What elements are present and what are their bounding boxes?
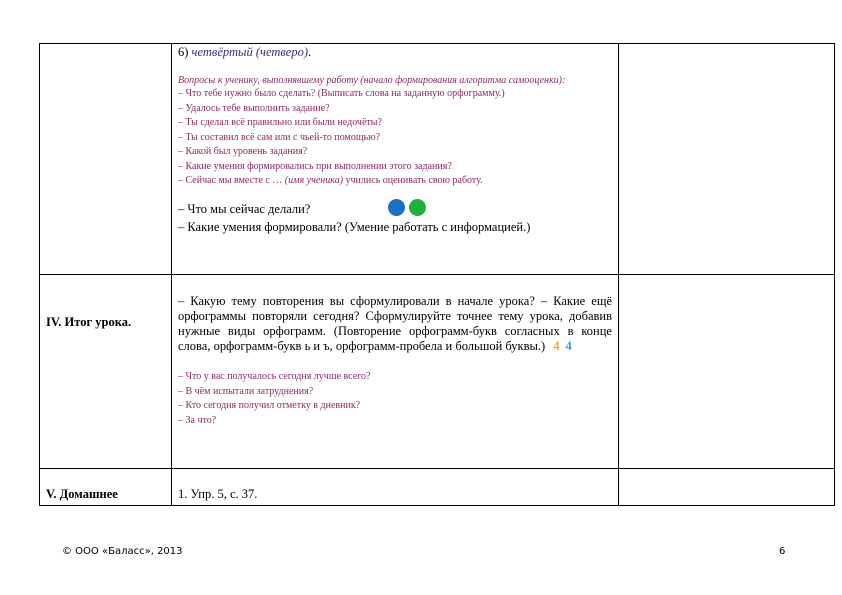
content-cell [172,44,619,275]
questions-heading: Вопросы к ученику, выполнявшему работу (начало формирования алгоритма самооценки): [178,75,566,86]
question-item: – Ты составил всё сам или с чьей-то помощью? [178,131,381,143]
question-item: – Какой был уровень задания? [178,146,308,157]
mark-badge: 4 [553,339,560,353]
question-item: – Что у вас получалось сегодня лучше всего? [178,371,371,382]
stage-title: IV. Итог урока. [46,315,132,329]
lesson-plan-table [39,43,835,506]
summary-paragraph: – Какую тему повторения вы сформулировали в начале урока? – Какие ещё орфограммы повторяли сегодня? Сформулируйте точнее тему урока, добавив нужные виды орфограмм. (Повторение орфограмм-букв согласных в конце слова, орфограмм-букв ь и ъ, орфограмм-пробела и большой буквы.) 4 4 [178,294,612,353]
homework-task: 1. Упр. 5, с. 37. [178,487,258,501]
stage-cell [40,275,172,469]
what-did-line: – Что мы сейчас делали? [178,199,612,220]
question-item: – Кто сегодня получил отметку в дневник? [178,400,361,411]
question-item: – Сейчас мы вместе с … (имя ученика) учились оценивать свою работу. [178,175,483,186]
question-item: – Ты сделал всё правильно или были недочёты? [178,117,382,128]
skills-line: – Какие умения формировали? (Умение работать с информацией.) [178,219,531,234]
table-row [40,469,835,506]
question-item: – Удалось тебе выполнить задание? [178,102,330,114]
table-row [40,275,835,469]
answer-word: четвёртый (четверо) [191,45,309,59]
notes-cell [619,44,835,275]
mark-badge: 4 [565,339,572,353]
stage-cell [40,469,172,506]
notes-cell [619,469,835,506]
question-item: – Какие умения формировались при выполнении этого задания? [178,160,452,172]
notes-cell [619,275,835,469]
stage-cell [40,44,172,275]
green-circle-icon [409,199,426,216]
page-number: 6 [779,546,786,557]
stage-title: V. Домашнее [46,487,118,501]
answer-line: 6) четвёртый (четверо). [178,45,312,59]
table-row [40,44,835,275]
status-dots [384,199,426,220]
copyright-footer: © ООО «Баласс», 2013 [62,546,183,557]
question-item: – Что тебе нужно было сделать? (Выписать слова на заданную орфограмму.) [178,88,505,99]
content-cell [172,275,619,469]
question-item: – В чём испытали затруднения? [178,385,314,397]
question-item: – За что? [178,414,217,426]
blue-circle-icon [388,199,405,216]
content-cell [172,469,619,506]
